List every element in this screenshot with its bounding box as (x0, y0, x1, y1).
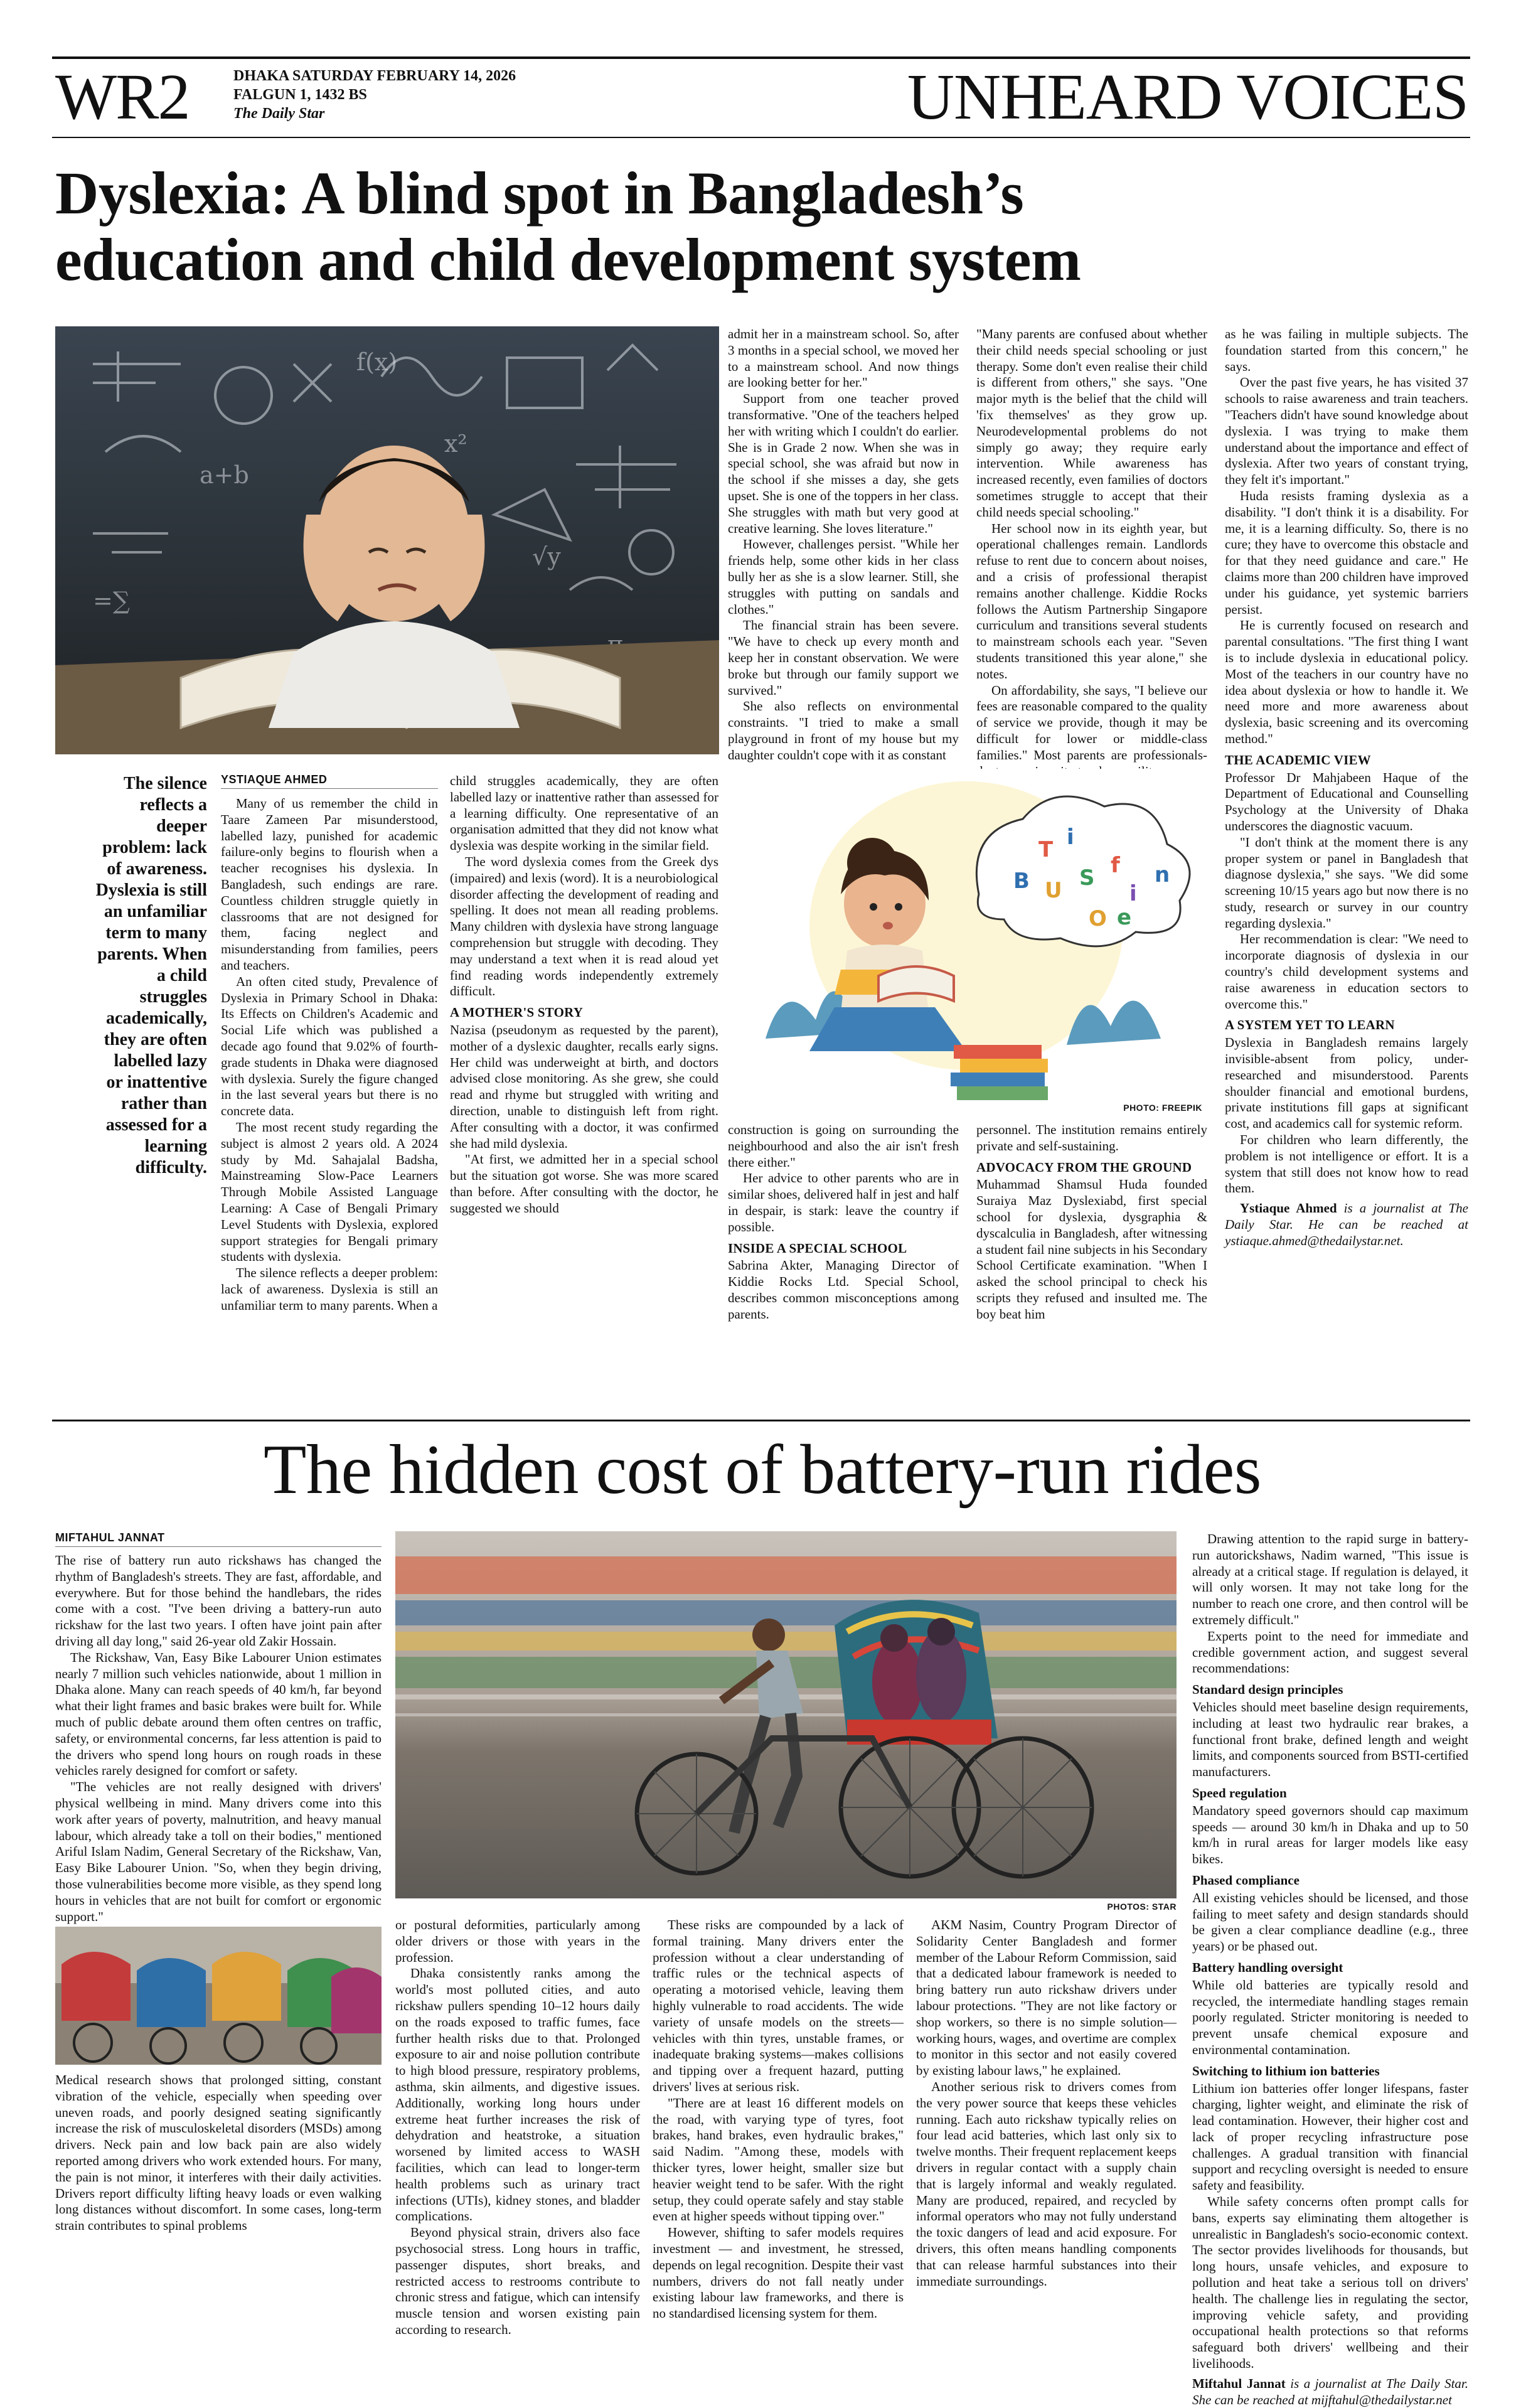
article1-column-3 (728, 326, 959, 763)
recommendation-title: Battery handling oversight (1192, 1959, 1343, 1975)
paragraph: Drawing attention to the rapid surge in battery-run autorickshaws, Nadim warned, "This issue is already at a critical stage. If regulation is delayed, it will only worsen. It may not take long for the number to reach one crore, and then control will be extremely difficult." (1192, 1531, 1468, 1627)
paragraph: "At first, we admitted her in a special school but the situation got worse. She was more scared than before. After consulting with the doctor, he suggested we should (450, 1152, 718, 1216)
letter: n (1155, 862, 1170, 887)
subheading: INSIDE A SPECIAL SCHOOL (728, 1240, 907, 1256)
paragraph: Professor Dr Mahjabeen Haque of the Department of Educational and Counselling Psychology at the University of Dhaka underscores the diagnostic vacuum. (1225, 769, 1468, 833)
paragraph: Support from one teacher proved transformative. "One of the teachers helped her with writing which I couldn't do earlier. She is in Grade 2 now. When she was in special school, she was afraid but now in the school if she misses a day, she gets upset. She is one of the toppers in her class. She struggles with math but very good at creative learning. She loves literature." (728, 391, 959, 536)
svg-text:√y: √y (532, 543, 561, 570)
subheading: A SYSTEM YET TO LEARN (1225, 1017, 1395, 1033)
paragraph: Beyond physical strain, drivers also face psychosocial stress. Long hours in traffic, passenger disputes, short breaks, and restricted access to restrooms contribute to chronic stress and fatigue, which can intensify muscle tension and worsen existing pain according to research. (395, 2225, 640, 2337)
paragraph: The most recent study regarding the subject is almost 2 years old. A 2024 study by Md. Sahajalal Badsha, Mainstreaming Slow-Pace Learners Through Mobile Assisted Language Learning: A Case of Bengali Primary Level Students with Dyslexia, explored support strategies for Bengali primary students with dyslexia. (221, 1119, 438, 1265)
illustration-credit: PHOTO: FREEPIK (1123, 1103, 1202, 1113)
paragraph: Medical research shows that prolonged sitting, constant vibration of the vehicle, especially when speeding over uneven roads, and poorly designed seating significantly increase the risk of musculoskeletal disorders (MSDs) among drivers. Neck pain and low back pain are also widely reported among drivers who work extended hours. For many, the pain is not minor, it interferes with their daily activities. Drivers report difficulty lifting heavy loads or even walking long distances without discomfort. In some cases, long-term strain contributes to spinal problems (55, 2072, 382, 2234)
paragraph: Her recommendation is clear: "We need to incorporate diagnosis of dyslexia in our country's child development systems and raise awareness in education sectors to overcome this." (1225, 931, 1468, 1012)
paragraph: Experts point to the need for immediate and credible government action, and suggest several recommendations: (1192, 1628, 1468, 1676)
article1-column-1 (221, 796, 438, 1411)
author-bio-text: is a journalist at The Daily Star. He can be reached at ystiaque.ahmed@thedailystar.net. (1225, 1201, 1468, 1248)
paragraph: While safety concerns often prompt calls for bans, experts say eliminating them altogether is unrealistic in Bangladesh's socio-economic context. The sector provides livelihoods for thousands, but long hours, unsafe vehicles, and exposure to pollution and heat take a serious toll on drivers' health. The challenge lies in regulating the sector, improving vehicle safety, and providing occupational health protections so that reforms safeguard both drivers' wellbeing and their livelihoods. (1192, 2194, 1468, 2372)
paragraph: Nazisa (pseudonym as requested by the parent), mother of a dyslexic daughter, recalls early signs. Her child was underweight at birth, and doctors advised close monitoring. As she grew, she could read and rhyme but struggled with writing and direction, unable to distinguish left from right. After consulting with a doctor, it was confirmed she had mild dyslexia. (450, 1022, 718, 1151)
paragraph: personnel. The institution remains entirely private and self-sustaining. (976, 1122, 1207, 1153)
paragraph: Another serious risk to drivers comes from the very power source that keeps these vehicles running. Each auto rickshaw typically relies on four lead acid batteries, which last only six to twelve months. Their frequent replacement keeps drivers in regular contact with a supply chain that is largely informal and weakly regulated. Many are produced, repaired, and recycled by informal operators who may not fully understand the toxic dangers of lead and acid exposure. For drivers, this often means handling components that can release harmful substances into their immediate surroundings. (916, 2079, 1177, 2289)
paragraph: The Rickshaw, Van, Easy Bike Labourer Union estimates nearly 7 million such vehicles nationwide, about 1 million in Dhaka alone. Many can reach speeds of 40 km/h, far beyond what their light frames and basic brakes were built for. While much of public debate around them often centres on traffic, safety, or environmental concerns, far less attention is paid to the drivers who spend long hours on rough roads in these vehicles rarely designed for comfort or safety. (55, 1649, 382, 1779)
paragraph: Dhaka consistently ranks among the world's most polluted cities, and auto rickshaw pullers spending 10–12 hours daily on the roads exposed to traffic fumes, face further health risks due to that. Prolonged exposure to air and noise pollution contribute to high blood pressure, respiratory problems, asthma, skin ailments, and digestive issues. Additionally, working long hours under extreme heat further increases the risk of dehydration and heatstroke, a situation worsened by limited access to WASH facilities, which can lead to longer-term health problems such as urinary tract infections (UTIs), kidney stones, and bladder complications. (395, 1966, 640, 2224)
article2-byline: MIFTAHUL JANNAT (55, 1531, 165, 1544)
paragraph: Muhammad Shamsul Huda founded Suraiya Maz Dyslexiabd, first special school for dyslexia, dysgraphia & dyscalculia in Bangladesh, after witnessing a student fail nine subjects in his Secondary School Certificate examination. "When I asked the school principal to check his scripts they refused and insulted me. The boy beat him (976, 1177, 1208, 1322)
recommendation-title: Switching to lithium ion batteries (1192, 2063, 1380, 2079)
letter: S (1079, 865, 1095, 891)
article2-headline: The hidden cost of battery-run rides (264, 1431, 1261, 1509)
letter: f (1111, 853, 1120, 878)
section-title: UNHEARD VOICES (907, 61, 1468, 133)
paragraph: Her school now in its eighth year, but operational challenges remain. Landlords refuse to rent due to concern about noises, and a crisis of professional therapist remains another challenge. Kiddie Rocks follows the Autism Partnership Singapore curriculum and transitions several students to mainstream schools each year. "Seven students transitioned this year alone," she notes. (976, 520, 1207, 682)
author-bio (1225, 1201, 1468, 1249)
bangla-date: FALGUN 1, 1432 BS (233, 87, 367, 103)
letter: B (1013, 869, 1030, 894)
recommendation-text: Mandatory speed governors should cap maximum speeds — around 30 km/h in Dhaka and up to 50 km/h in rural areas for larger models like easy bikes. (1192, 1802, 1468, 1867)
svg-text:=∑: =∑ (93, 587, 130, 614)
article1-column-3-bottom (728, 1122, 959, 1411)
article2-column-4 (916, 1917, 1177, 2328)
article2-column-5 (1192, 1531, 1469, 2407)
letter: O (1089, 906, 1107, 931)
author-name: Ystiaque Ahmed (1240, 1201, 1337, 1216)
paragraph: construction is going on surrounding the neighbourhood and also the air isn't fresh there either." (728, 1122, 959, 1170)
paragraph: Her advice to other parents who are in similar shoes, delivered half in jest and half in despair, is stark: leave the country if possible. (728, 1170, 959, 1234)
svg-text:f(x): f(x) (356, 348, 398, 376)
author-bio (1192, 2376, 1468, 2408)
paragraph: admit her in a mainstream school. So, after 3 months in a special school, we moved her to a mainstream school. And now things are looking better for her." (728, 326, 959, 390)
paragraph: "Many parents are confused about whether their child needs special schooling or just therapy. Some don't even realise their child is different from others," she says. "One major myth is the belief that the child will 'fix themselves' as they grow up. Neurodevelopmental problems do not simply go away; they require early intervention. While awareness has increased recently, even families of doctors sometimes struggle to accept that their child needs special schooling." (976, 326, 1207, 520)
paragraph: These risks are compounded by a lack of formal training. Many drivers enter the profession without a clear understanding of traffic rules or the technical aspects of operating a motorised vehicle, leaving them highly vulnerable to road accidents. The wide variety of unsafe models on the streets—vehicles with thin tyres, unstable frames, or inadequate braking systems—makes collisions and tipping over a frequent hazard, putting drivers' lives at serious risk. (653, 1917, 904, 2094)
svg-text:a+b: a+b (200, 461, 249, 489)
paragraph: "There are at least 16 different models on the road, with varying type of tyres, foot brakes, hand brakes, even hydraulic brakes," said Nadim. "Among these, models with thicker tyres, lower height, smaller size but heavier weight tend to be safer. With the right setup, they could operate safely and stay stable even at higher speeds without tipping over." (653, 2095, 904, 2224)
paragraph: Many of us remember the child in Taare Zameen Par misunderstood, labelled lazy, punished for academic failure-only begins to flourish when a teacher recognises his dyslexia. In Bangladesh, such endings are rare. Countless children struggle quietly in classrooms that are not designed for them, facing neglect and misunderstanding from families, peers and teachers. (221, 796, 438, 973)
paragraph: An often cited study, Prevalence of Dyslexia in Primary School in Dhaka: Its Effects on Children's Academic and Social Life which was published a decade ago found that 9.02% of fourth-grade students in Dhaka were diagnosed with dyslexia. Surely the figure changed in the last several years but there is no concrete data. (221, 973, 438, 1119)
paragraph: Sabrina Akter, Managing Director of Kiddie Rocks Ltd. Special School, describes common misconceptions among parents. (728, 1258, 959, 1322)
subheading: THE ACADEMIC VIEW (1225, 752, 1371, 768)
letter: i (1067, 825, 1074, 850)
letter: U (1045, 878, 1062, 903)
author-bio-text: is a journalist at The Daily Star. She can be reached at mijftahul@thedailystar.net (1192, 2375, 1469, 2407)
article1-column-5 (1225, 326, 1468, 1412)
page-code: WR2 (55, 61, 189, 133)
article1-headline: Dyslexia: A blind spot in Bangladesh’s education and child development system (55, 159, 1081, 293)
paragraph: AKM Nasim, Country Program Director of Solidarity Center Bangladesh and former member of the Labour Reform Commission, said that a dedicated labour framework is needed to bring battery run auto rickshaw drivers under labour protections. "They are not like factory or shop workers, so there is no simple solution—working hours, wages, and overtime are complex to monitor in this sector and not easily covered by existing labour laws," he explained. (916, 1917, 1177, 2079)
rickshaw-main-photo (395, 1531, 1177, 1898)
paragraph: or postural deformities, particularly among older drivers or those with years in the profession. (395, 1917, 640, 1965)
recommendation-text: Vehicles should meet baseline design requirements, including at least two hydraulic rear brakes, a functional front brake, defined length and weight limits, and components sourced from BSTI-certified manufacturers. (1192, 1699, 1468, 1780)
paragraph: Dyslexia in Bangladesh remains largely invisible-absent from policy, under-researched and misunderstood. Parents shoulder financial and emotional burdens, private institutions fill gaps at significant cost, and academics call for systemic reform. (1225, 1035, 1468, 1132)
paragraph: However, challenges persist. "While her friends help, some other kids in her class bully her as she is a slow learner. Still, she struggles with putting on sandals and clothes." (728, 537, 959, 617)
letter: e (1117, 905, 1132, 930)
recommendation-text: Lithium ion batteries offer longer lifespans, faster charging, lighter weight, and eliminate the risk of lead contamination. However, their higher cost and lack of proper recycling infrastructure pose challenges. A gradual transition with financial support and recycling oversight is needed to ensure safety and feasibility. (1192, 2080, 1468, 2193)
recommendation-text: While old batteries are typically resold and recycled, the intermediate handling stages remain poorly regulated. Stricter monitoring is needed to prevent unsafe chemical exposure and environmental contamination. (1192, 1977, 1468, 2057)
paragraph: "I don't think at the moment there is any proper system or panel in Bangladesh that diagnose dyslexia," she says. "We did some screening 10/15 years ago but now there is no study, research or survey in our country regarding dyslexia." (1225, 834, 1468, 931)
author-name: Miftahul Jannat (1192, 2375, 1286, 2391)
subheading: ADVOCACY FROM THE GROUND (976, 1159, 1192, 1175)
paragraph: as he was failing in multiple subjects. The foundation started from this concern," he says. (1225, 326, 1468, 374)
recommendation-title: Speed regulation (1192, 1785, 1287, 1801)
letter: T (1038, 837, 1054, 862)
paragraph: The word dyslexia comes from the Greek dys (impaired) and lexis (word). It is a neurobiological disorder affecting the development of reading and spelling. It does not mean all reading problems. Many children with dyslexia have strong language comprehension but struggle with decoding. They may understand a text when it is read aloud yet find reading words independently extremely difficult. (450, 854, 718, 999)
paragraph: The rise of battery run auto rickshaws has changed the rhythm of Bangladesh's streets. They are fast, affordable, and everywhere. But for those behind the handlebars, the rides come with a cost. "I've been driving a battery-run auto rickshaw for the last two years. I often have joint pain after driving all day long," said 26-year old Zakir Hossain. (55, 1553, 382, 1649)
recommendation-text: All existing vehicles should be licensed, and those failing to meet safety and design standards should be given a clear compliance deadline (e.g., three years) or be phased out. (1192, 1890, 1468, 1954)
article2-column-2 (395, 1917, 640, 2337)
article1-hero-photo (55, 326, 719, 754)
dateline: DHAKA SATURDAY FEBRUARY 14, 2026 (233, 68, 516, 84)
article2-column-1-bottom (55, 2072, 382, 2326)
rickshaw-street-photo (55, 1927, 382, 2065)
paper-logo: The Daily Star (233, 105, 325, 122)
paragraph: child struggles academically, they are often labelled lazy or inattentive rather than assessed for a learning difficulty. One representative of an organisation admitted that they did not know what dyslexia was despite working in the similar field. (450, 773, 718, 854)
article1-column-2 (450, 773, 718, 1411)
subheading: A MOTHER'S STORY (450, 1005, 584, 1020)
dyslexia-illustration (728, 769, 1207, 1114)
article1-pull-quote: The silence reflects a deeper problem: lack of awareness. Dyslexia is still an unfamiliar term to many parents. When a child struggles academically, they are often labelled lazy or inattentive rather than assessed for a learning difficulty. (95, 774, 207, 1177)
paragraph: He is currently focused on research and parental consultations. "The first thing I want is to include dyslexia in educational policy. Most of the teachers in our country have no idea about dyslexia or how to handle it. We need more and more awareness about dyslexia, basic screening and its overcoming method." (1225, 618, 1468, 746)
recommendation-title: Standard design principles (1192, 1682, 1343, 1698)
paragraph: For children who learn differently, the problem is not intelligence or effort. It is a system that still does not know how to read them. (1225, 1132, 1468, 1196)
article2-column-3 (653, 1917, 904, 2328)
recommendation-title: Phased compliance (1192, 1872, 1300, 1888)
paragraph: The financial strain has been severe. "We have to check up every month and keep her in constant observation. We were broke but through our family support we survived." (728, 618, 959, 698)
photo-credit: PHOTOS: STAR (1107, 1902, 1177, 1912)
paragraph: "The vehicles are not really designed with drivers' physical wellbeing in mind. Many drivers come into this work after years of poverty, malnutrition, and heavy manual labour, which already take a toll on their bodies," mentioned Ariful Islam Nadim, General Secretary of the Rickshaw, Van, Easy Bike Labourer Union. "So, when they begin driving, those vulnerabilities become more visible, as they spend long hours in vehicles that are not built for comfort or ergonomic support." (55, 1779, 382, 1924)
paragraph: Over the past five years, he has visited 37 schools to raise awareness and train teachers. "Teachers didn't have sound knowledge about dyslexia. I was trying to make them understand about the importance and effect of dyslexia. After two years of constant trying, they felt it's important." (1225, 375, 1468, 488)
article2-column-1 (55, 1553, 382, 1923)
letter: i (1129, 881, 1137, 906)
paragraph: She also reflects on environmental constraints. "I tried to make a small playground in front of my house but my daughter couldn't cope with it as constant (728, 698, 959, 763)
paragraph: However, shifting to safer models requires investment — and investment, he stressed, depends on legal recognition. Despite their vast numbers, drivers do not fall neatly under existing labour law frameworks, and there is no standardised licensing system for them. (653, 2225, 904, 2321)
paragraph: Huda resists framing dyslexia as a disability. "I don't think it is a disability. For me, it is a learning difficulty. So, there is no cure; they have to overcome this obstacle and for that they need guidance and care." He claims more than 200 children have improved under his guidance, yet systemic barriers persist. (1225, 488, 1468, 617)
paragraph: The silence reflects a deeper problem: lack of awareness. Dyslexia is still an unfamiliar term to many parents. When a (221, 1265, 438, 1313)
svg-text:x²: x² (444, 430, 467, 458)
paragraph: On affordability, she says, "I believe our fees are reasonable compared to the quality of service we provide, though it may be difficult for lower or middle-class families." Most parents are professionals- (976, 682, 1207, 763)
article1-byline: YSTIAQUE AHMED (221, 773, 328, 786)
article1-column-4 (976, 326, 1207, 763)
article1-column-4-bottom (976, 1122, 1207, 1411)
